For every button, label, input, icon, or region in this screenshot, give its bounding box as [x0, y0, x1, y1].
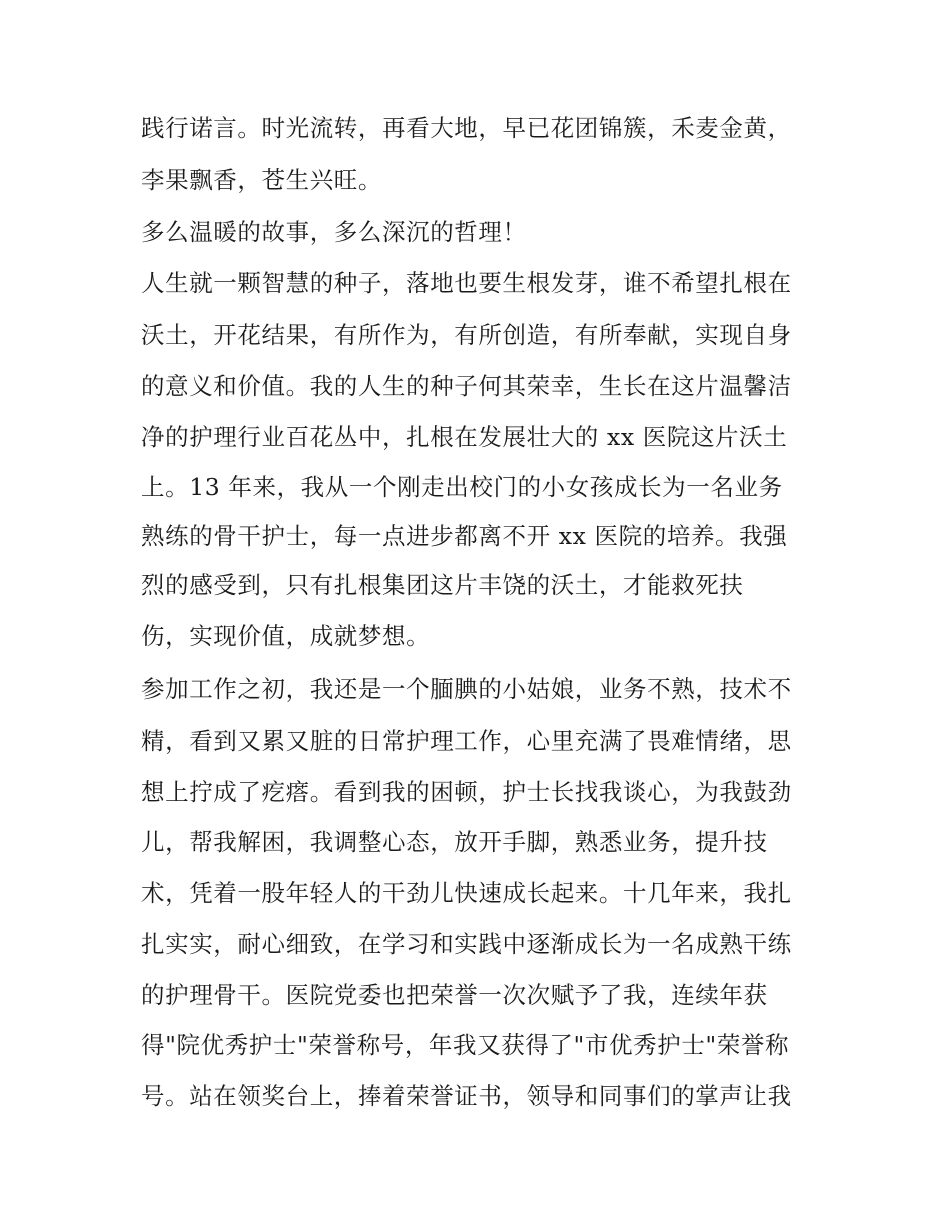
text-line: 李果飘香，苍生兴旺。 — [141, 166, 382, 194]
text-line: 熟练的骨干护士，每一点进步都离不开 xx 医院的培养。我强 — [141, 522, 788, 550]
text-line: 想上拧成了疙瘩。看到我的困顿，护士长找我谈心，为我鼓劲 — [141, 778, 792, 806]
text-line: 术，凭着一股年轻人的干劲儿快速成长起来。十几年来，我扎 — [141, 879, 792, 907]
text-line: 沃土，开花结果，有所作为，有所创造，有所奉献，实现自身 — [141, 321, 792, 349]
text-line: 号。站在领奖台上，捧着荣誉证书，领导和同事们的掌声让我 — [141, 1082, 792, 1110]
text-line: 伤，实现价值，成就梦想。 — [141, 622, 431, 650]
text-line: 上。13 年来，我从一个刚走出校门的小女孩成长为一名业务 — [141, 473, 783, 501]
text-line: 扎实实，耐心细致，在学习和实践中逐渐成长为一名成熟干练 — [141, 930, 792, 958]
text-line: 儿，帮我解困，我调整心态，放开手脚，熟悉业务，提升技 — [141, 828, 768, 856]
text-line: 践行诺言。时光流转，再看大地，早已花团锦簇，禾麦金黄， — [141, 114, 792, 142]
text-line: 的护理骨干。医院党委也把荣誉一次次赋予了我，连续年获 — [141, 981, 768, 1009]
text-line: 得"院优秀护士"荣誉称号，年我又获得了"市优秀护士"荣誉称 — [141, 1031, 790, 1059]
text-line: 多么温暖的故事，多么深沉的哲理！ — [141, 218, 527, 246]
text-line: 人生就一颗智慧的种子，落地也要生根发芽，谁不希望扎根在 — [141, 269, 792, 297]
text-line: 净的护理行业百花丛中，扎根在发展壮大的 xx 医院这片沃土 — [141, 423, 788, 451]
text-line: 烈的感受到，只有扎根集团这片丰饶的沃土，才能救死扶 — [141, 571, 744, 599]
text-line: 精，看到又累又脏的日常护理工作，心里充满了畏难情绪，思 — [141, 727, 792, 755]
text-line: 的意义和价值。我的人生的种子何其荣幸，生长在这片温馨洁 — [141, 372, 792, 400]
text-line: 参加工作之初，我还是一个腼腆的小姑娘，业务不熟，技术不 — [141, 675, 792, 703]
